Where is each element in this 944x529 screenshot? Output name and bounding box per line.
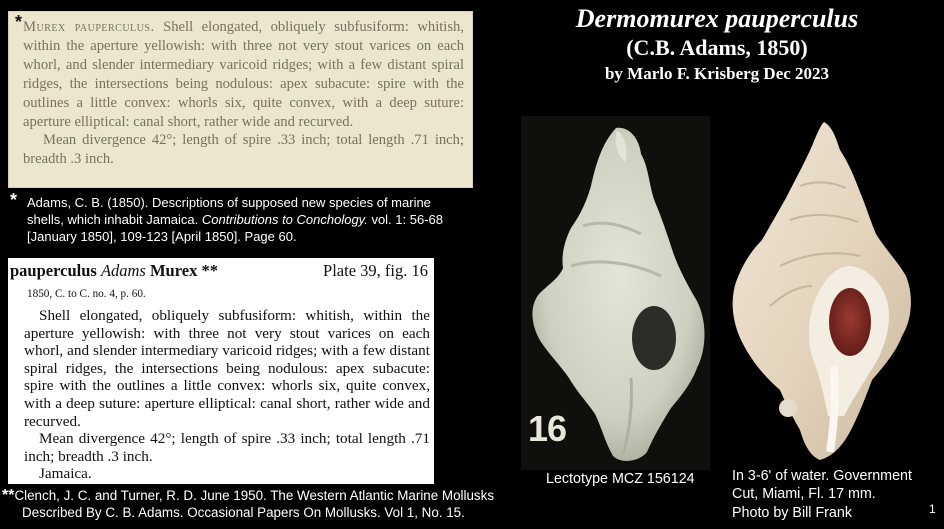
entry-measurements: Mean divergence 42°; length of spire .33 inch; total length .71 inch; breadth .3 inch.: [24, 430, 430, 465]
entry-locality: Jamaica.: [39, 465, 92, 483]
citation-line-1: [2, 487, 522, 504]
citation-text-1: Clench, J. C. and Turner, R. D. June 1950. The Western Atlantic Marine Mollusks: [14, 488, 495, 503]
lectotype-photo: [521, 116, 710, 470]
journal-title: Contributions to Conchology.: [201, 212, 368, 227]
entry-reference: 1850, C. to C. no. 4, p. 60.: [27, 288, 146, 300]
citation-clench-turner-1950: [2, 487, 522, 521]
entry-body: [24, 307, 430, 483]
original-description-text: Shell elongated, obliquely subfusiform: whitish, within the aperture yellowish: with three not very stout varices on each whorl, and slender intermediary varicoid ridges; with a few distant spiral ridges, the intersections being nodulous: apex subacute: spire with the outlines a little convex: whorls six, quite convex, with a deep suture: aperture elliptical: canal short, rather wide and recurved.: [23, 19, 464, 130]
byline: by Marlo F. Krisberg Dec 2023: [604, 64, 830, 83]
lectotype-caption: Lectotype MCZ 156124: [546, 471, 695, 487]
heading-species: pauperculus: [10, 261, 97, 280]
footnote-marker: **: [2, 487, 15, 504]
page-number: 1: [929, 502, 936, 516]
caption-line-2: Cut, Miami, Fl. 17 mm.: [732, 486, 876, 503]
modern-photo-caption: [732, 467, 942, 522]
entry-description: Shell elongated, obliquely subfusiform: whitish, within the aperture yellowish: with three not very stout varices on each whorl, and slender intermediary varicoid ridges; with a few distant spiral ridges, the intersections being nodulous: apex subacute: spire with the outlines a little convex: whorls six, quite convex, with a deep suture: aperture elliptical: canal short, rather wide and recurved.: [24, 307, 430, 430]
citation-line-2: Described By C. B. Adams. Occasional Papers On Mollusks. Vol 1, No. 15.: [22, 505, 465, 520]
caption-line-3: Photo by Bill Frank: [732, 504, 852, 521]
original-description-paragraph-1: [23, 18, 464, 131]
citation-text: Adams, C. B. (1850). Descriptions of supposed new species of marine shells, which inhabit Jamaica.: [27, 195, 431, 227]
citation-pages: vol. 1: 56-68 [January 1850], 109-123 [April 1850]. Page 60.: [27, 212, 443, 244]
clench-turner-description: [8, 258, 434, 484]
original-description-scan: [8, 11, 473, 188]
plate-reference: Plate 39, fig. 16: [323, 261, 428, 280]
species-title: Dermomurex pauperculus: [575, 4, 859, 33]
footnote-marker: *: [10, 190, 18, 210]
species-name-smallcaps: Murex pauperculus.: [23, 19, 155, 35]
footnote-marker: *: [15, 12, 23, 32]
figure-number: 16: [528, 408, 567, 449]
caption-line-1: In 3-6' of water. Government: [732, 468, 912, 484]
heading-genus: Murex: [149, 261, 198, 280]
title-block: [540, 4, 894, 86]
species-author: (C.B. Adams, 1850): [626, 35, 808, 60]
heading-author: Adams: [100, 261, 146, 280]
footnote-marker: **: [201, 261, 218, 280]
entry-heading: [10, 261, 428, 281]
citation-adams-1850: [10, 190, 465, 245]
original-description-measurements: Mean divergence 42°; length of spire .33 inch; total length .71 inch; breadth .3 inch.: [23, 132, 464, 168]
modern-shell-photo: [720, 116, 930, 468]
